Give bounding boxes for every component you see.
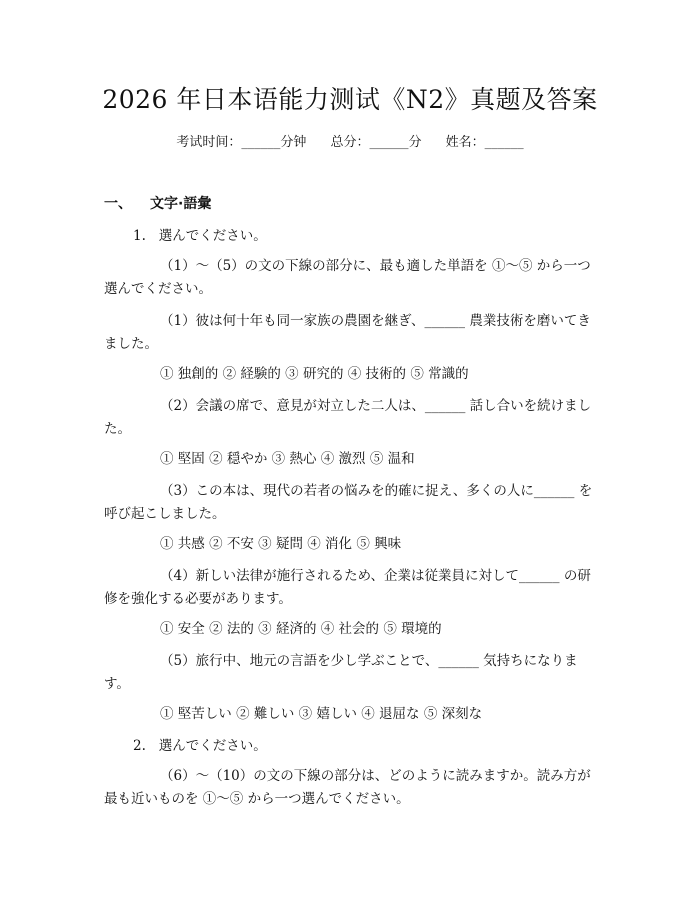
question-3-line2: 呼び起こしました。 bbox=[104, 506, 226, 522]
question-5-line2: す。 bbox=[104, 676, 130, 692]
exam-time-field: 考试时间：______分钟 bbox=[176, 135, 307, 150]
question-2-line2: た。 bbox=[104, 421, 131, 437]
question-2-line1: （2）会議の席で、意見が対立した二人は、______ 話し合いを続けまし bbox=[160, 398, 592, 414]
section-number: 一、 bbox=[104, 196, 132, 212]
question-4-options: ① 安全 ② 法的 ③ 経済的 ④ 社会的 ⑤ 環境的 bbox=[160, 621, 442, 637]
question-1-line1: （1）彼は何十年も同一家族の農園を継ぎ、______ 農業技術を磨いてき bbox=[160, 313, 591, 329]
question-1-options: ① 独創的 ② 経験的 ③ 研究的 ④ 技術的 ⑤ 常識的 bbox=[160, 366, 469, 382]
part2-intro-line1: （6）～（10）の文の下線の部分は、どのように読みますか。読み方が bbox=[160, 768, 591, 784]
question-1-line2: ました。 bbox=[104, 336, 158, 352]
part1-number: 1. bbox=[133, 228, 146, 244]
question-2-options: ① 堅固 ② 穏やか ③ 熱心 ④ 激烈 ⑤ 温和 bbox=[160, 451, 415, 467]
question-3-options: ① 共感 ② 不安 ③ 疑問 ④ 消化 ⑤ 興味 bbox=[160, 536, 402, 552]
question-5-options: ① 堅苦しい ② 難しい ③ 嬉しい ④ 退屈な ⑤ 深刻な bbox=[160, 706, 483, 722]
section-heading-vocabulary bbox=[104, 193, 211, 213]
part2-instruction: 選んでください。 bbox=[158, 738, 267, 754]
question-4-line1: （4）新しい法律が施行されるため、企業は従業員に対して______ の研 bbox=[160, 568, 591, 584]
section-title: 文字·語彙 bbox=[150, 196, 212, 212]
part1-heading bbox=[133, 225, 267, 247]
total-score-field: 总分：______分 bbox=[330, 135, 422, 150]
question-5-line1: （5）旅行中、地元の言語を少し学ぶことで、______ 気持ちになりま bbox=[160, 653, 578, 669]
question-3-line1: （3）この本は、現代の若者の悩みを的確に捉え、多くの人に______ を bbox=[160, 483, 593, 499]
part2-heading bbox=[133, 735, 267, 757]
part2-number: 2. bbox=[133, 738, 146, 754]
part1-instruction: 選んでください。 bbox=[158, 228, 267, 244]
question-4-line2: 修を強化する必要があります。 bbox=[104, 591, 292, 607]
part2-intro-line2: 最も近いものを ①～⑤ から一つ選んでください。 bbox=[104, 791, 410, 807]
part1-intro-line1: （1）～（5）の文の下線の部分に、最も適した単語を ①～⑤ から一つ bbox=[160, 258, 591, 274]
part1-intro-line2: 選んでください。 bbox=[104, 281, 212, 297]
name-field: 姓名：______ bbox=[445, 135, 524, 150]
exam-meta bbox=[0, 131, 700, 150]
document-title: 2026 年日本语能力测试《N2》真题及答案 bbox=[102, 85, 598, 114]
